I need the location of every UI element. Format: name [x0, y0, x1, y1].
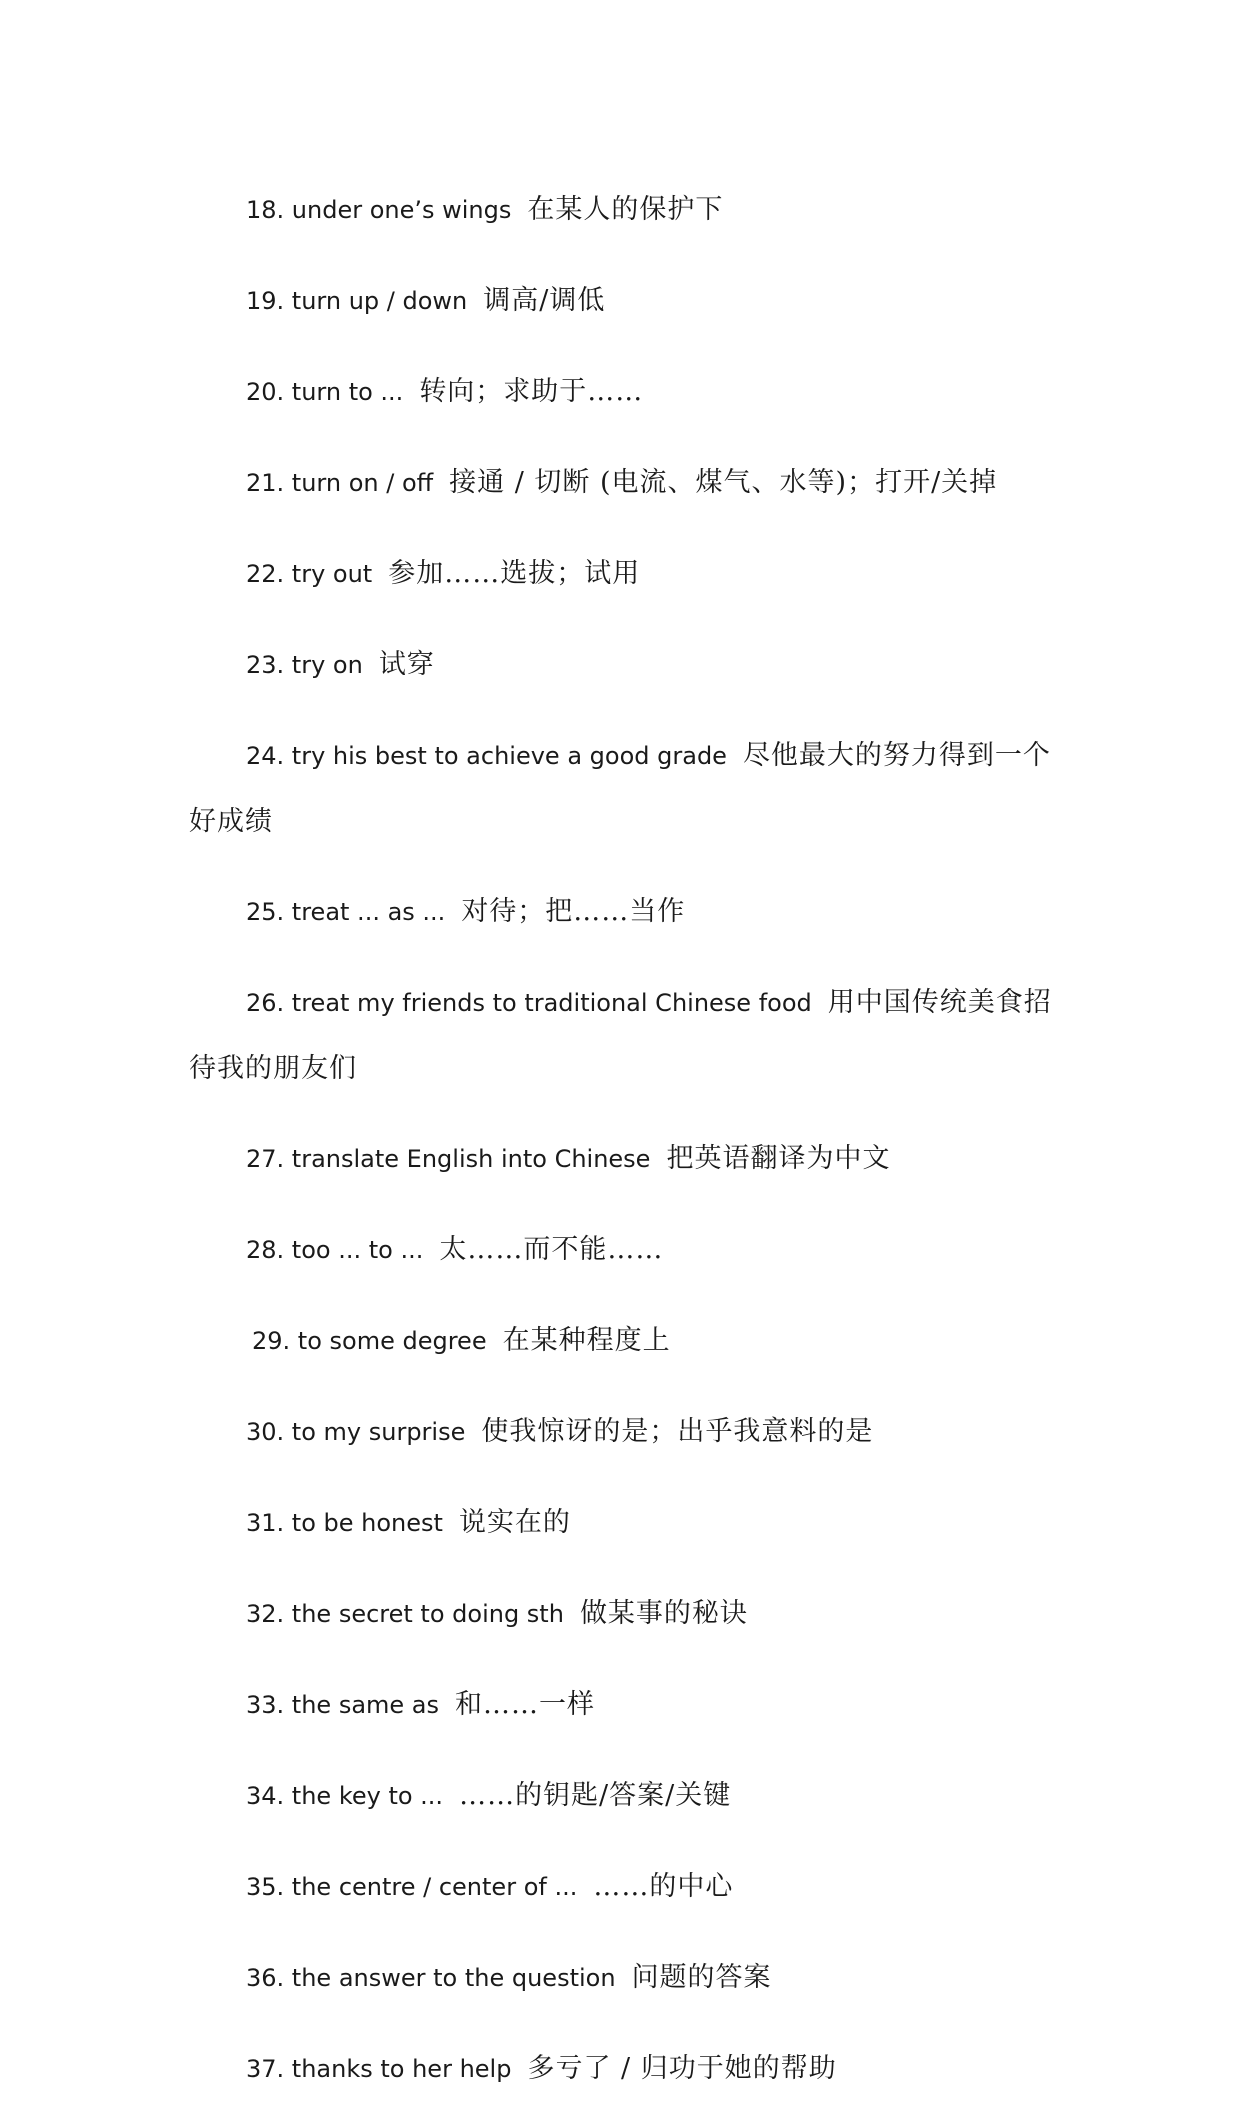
phrase-chinese: 参加……选拔；试用 [388, 558, 641, 589]
phrase-english: 31. to be honest [246, 1509, 443, 1537]
phrase-chinese: ……的钥匙/答案/关键 [459, 1780, 732, 1811]
phrase-chinese: 对待；把……当作 [461, 896, 686, 927]
phrase-english: 22. try out [246, 560, 373, 588]
list-item [189, 359, 1069, 425]
phrase-english: 23. try on [246, 651, 363, 679]
list-item [189, 1217, 1069, 1283]
phrase-english: 20. turn to ... [246, 378, 404, 406]
list-item [189, 1126, 1069, 1192]
phrase-chinese: 转向；求助于…… [419, 376, 644, 407]
phrase-chinese: 太……而不能…… [439, 1234, 664, 1265]
phrase-english: 26. treat my friends to traditional Chinese food [246, 989, 812, 1017]
phrase-chinese: 在某种程度上 [502, 1325, 671, 1356]
phrase-english: 18. under one’s wings [246, 196, 512, 224]
phrase-chinese: 在某人的保护下 [527, 194, 724, 225]
list-item [189, 1399, 1069, 1465]
phrase-english: 33. the same as [246, 1691, 440, 1719]
list-item [189, 1490, 1069, 1556]
phrase-chinese: 尽他最大的努力得到一个好成绩 [189, 740, 1051, 837]
list-item [189, 632, 1069, 698]
phrase-english: 34. the key to ... [246, 1782, 444, 1810]
phrase-chinese: 把英语翻译为中文 [666, 1143, 891, 1174]
list-item [189, 450, 1069, 516]
phrase-english: 24. try his best to achieve a good grade [246, 742, 727, 770]
phrase-chinese: 和……一样 [455, 1689, 596, 1720]
phrase-english: 35. the centre / center of ... [246, 1873, 578, 1901]
phrase-english: 32. the secret to doing sth [246, 1600, 564, 1628]
list-item [189, 1672, 1069, 1738]
phrase-chinese: 说实在的 [458, 1507, 571, 1538]
phrase-chinese: 试穿 [378, 649, 435, 680]
phrase-english: 28. too ... to ... [246, 1236, 424, 1264]
list-item [189, 1854, 1069, 1920]
phrase-chinese: 问题的答案 [631, 1962, 772, 1993]
phrase-chinese: 使我惊讶的是；出乎我意料的是 [481, 1416, 874, 1447]
list-item [189, 970, 1069, 1101]
phrase-chinese: 做某事的秘诀 [579, 1598, 748, 1629]
phrase-list [189, 152, 1069, 2127]
phrase-english: 30. to my surprise [246, 1418, 466, 1446]
phrase-chinese: 用中国传统美食招待我的朋友们 [189, 987, 1052, 1084]
phrase-english: 19. turn up / down [246, 287, 468, 315]
phrase-english: 37. thanks to her help [246, 2055, 512, 2083]
phrase-chinese: 调高/调低 [483, 285, 606, 316]
list-item [189, 541, 1069, 607]
list-item [189, 2036, 1069, 2102]
phrase-english: 27. translate English into Chinese [246, 1145, 651, 1173]
list-item [189, 1945, 1069, 2011]
phrase-english: 29. to some degree [252, 1327, 487, 1355]
phrase-chinese: 多亏了 / 归功于她的帮助 [527, 2053, 837, 2084]
phrase-english: 25. treat ... as ... [246, 898, 446, 926]
list-item [189, 1581, 1069, 1647]
phrase-chinese: 接通 / 切断 (电流、煤气、水等)；打开/关掉 [449, 467, 998, 498]
list-item [189, 1763, 1069, 1829]
phrase-chinese: ……的中心 [593, 1871, 734, 1902]
phrase-english: 36. the answer to the question [246, 1964, 616, 1992]
phrase-english: 21. turn on / off [246, 469, 434, 497]
list-item [189, 879, 1069, 945]
list-item [189, 1308, 1069, 1374]
list-item [189, 268, 1069, 334]
list-item [189, 723, 1069, 854]
list-item [189, 177, 1069, 243]
